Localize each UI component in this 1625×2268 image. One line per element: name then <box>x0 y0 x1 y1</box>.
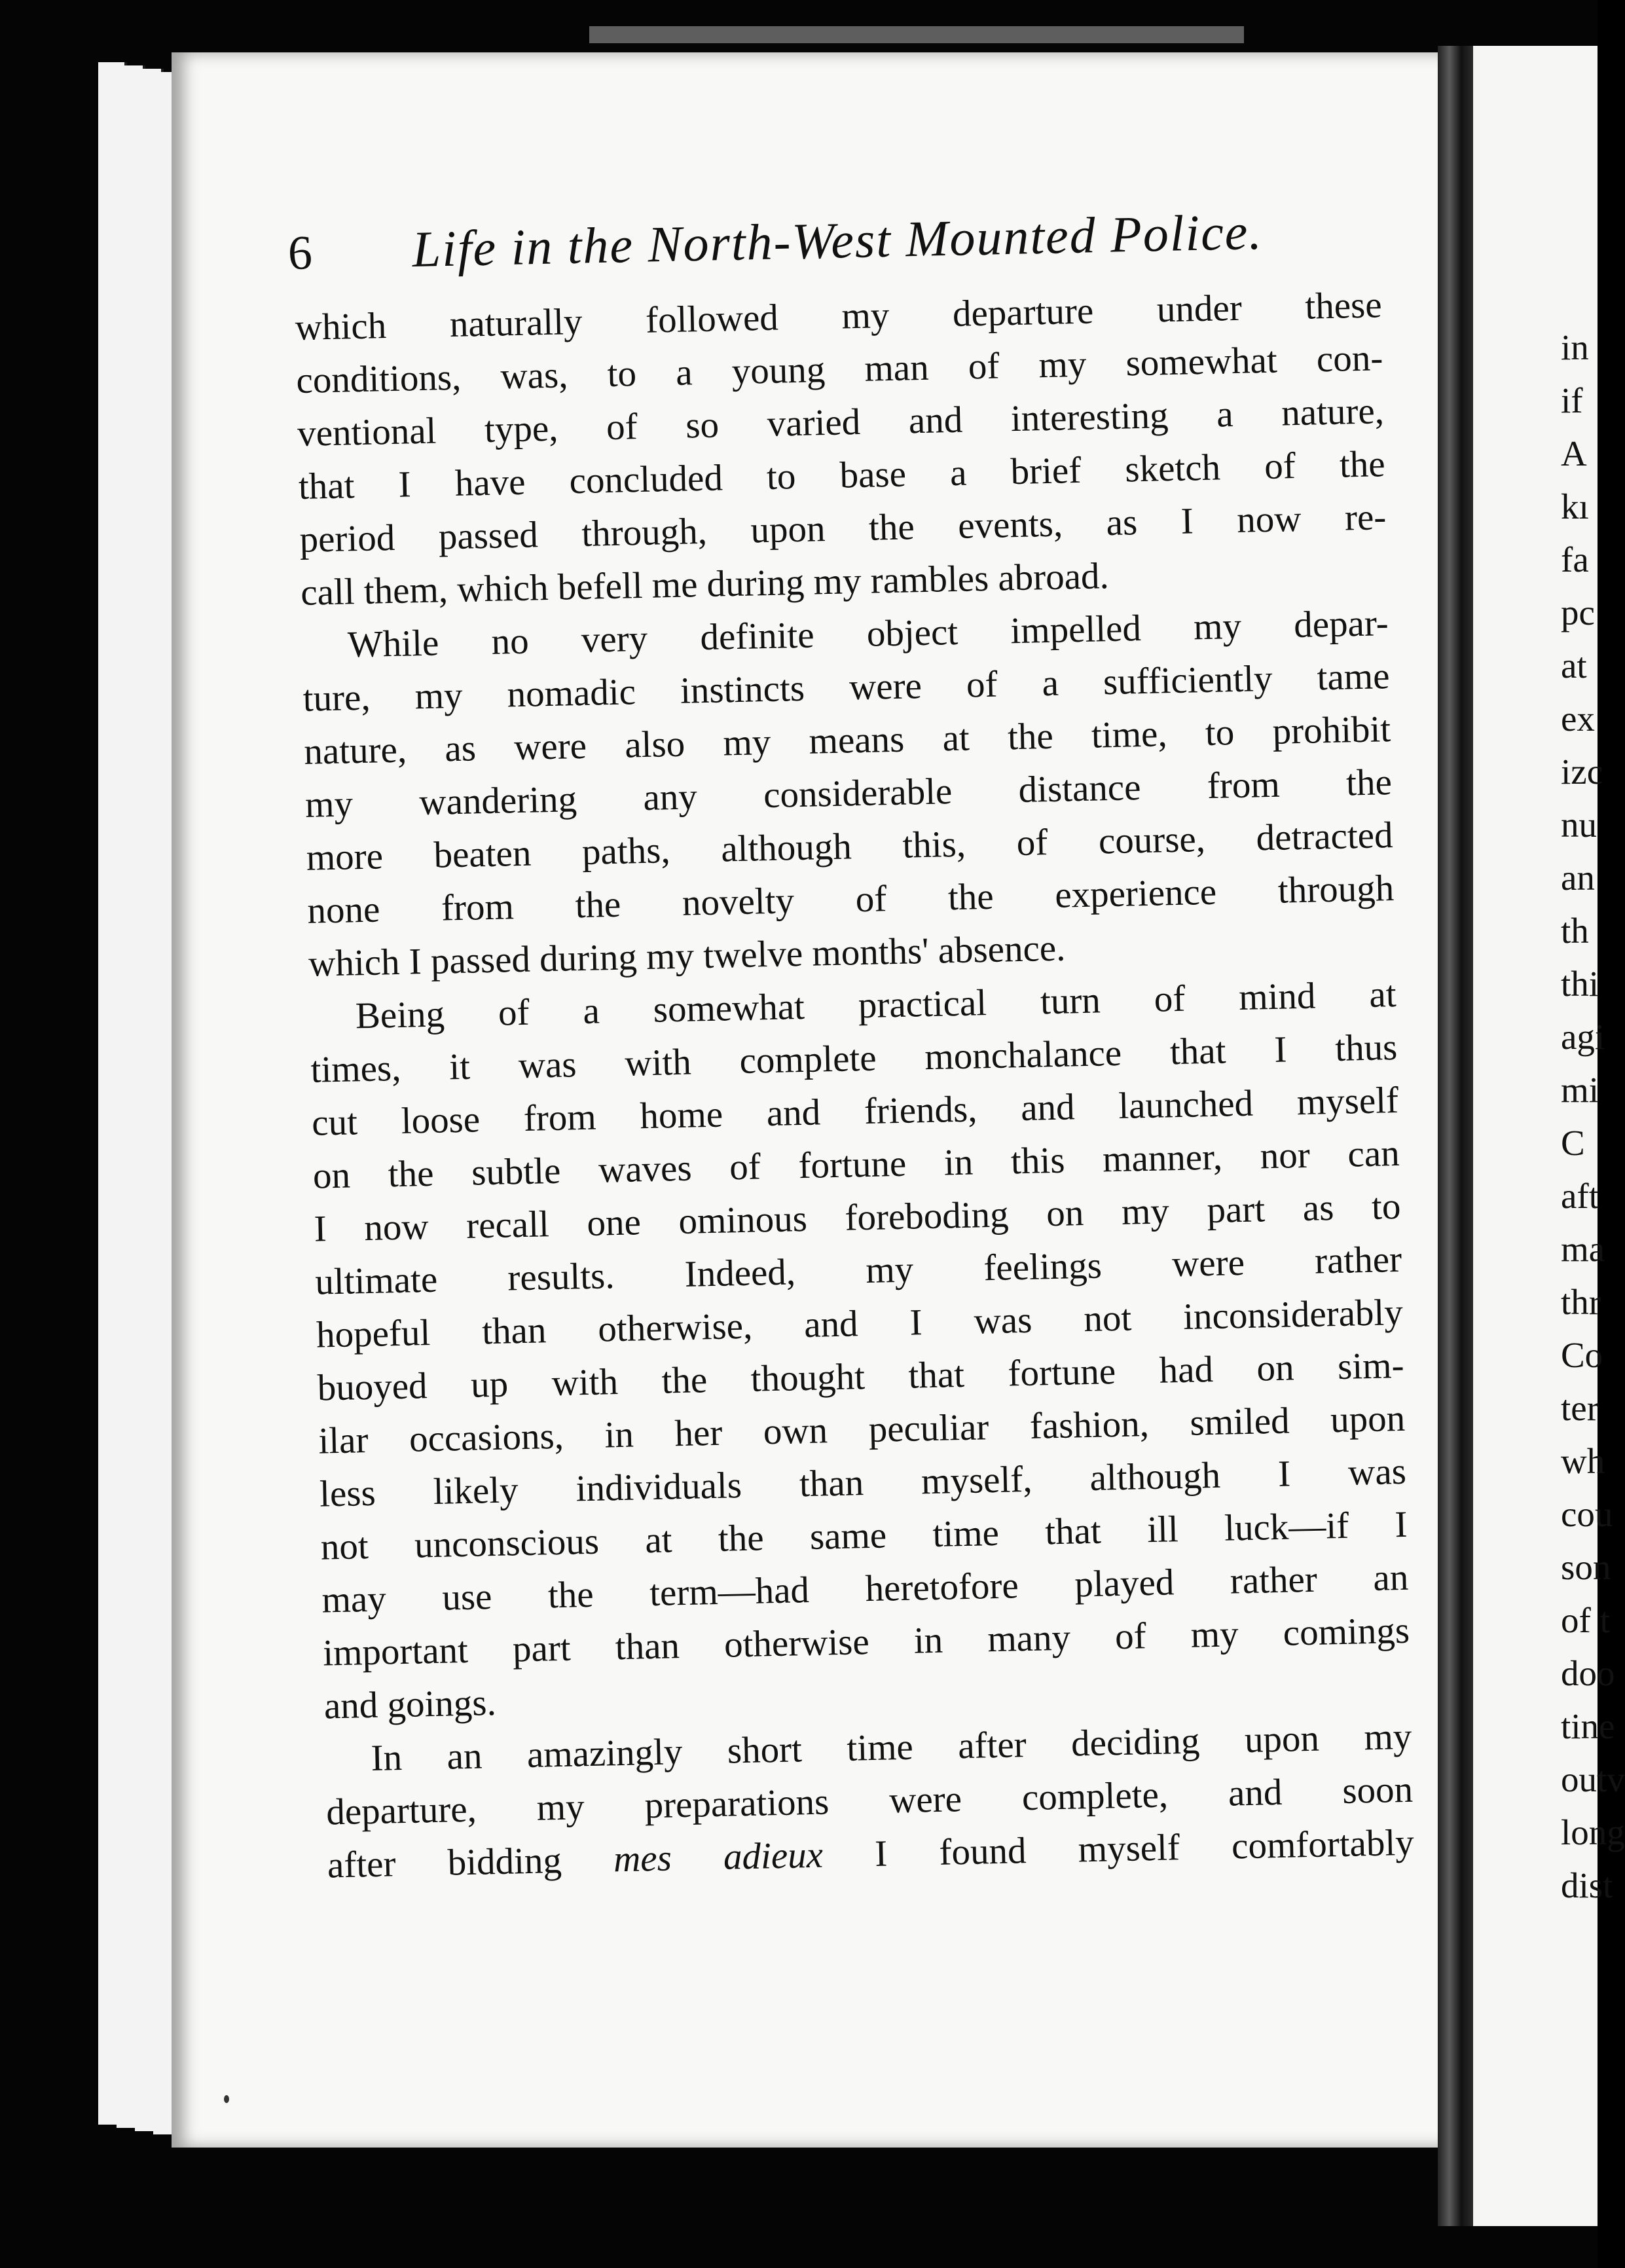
scan-speck <box>224 2095 229 2103</box>
facing-page-fragment: agi <box>1561 1017 1605 1057</box>
text-line: period passed through, upon the events, as I now re- <box>299 496 1387 560</box>
text-line: important part than otherwise in many of my comings <box>322 1609 1410 1674</box>
text-line: none from the novelty of the experience through <box>306 868 1395 932</box>
facing-page-fragment: Co <box>1561 1335 1603 1375</box>
italic-phrase: mes adieux <box>613 1834 824 1880</box>
text-line: not unconscious at the same time that ill luck—if I <box>320 1503 1408 1568</box>
text-line: and goings. <box>323 1682 497 1727</box>
facing-page-fragment: nu <box>1561 805 1597 845</box>
scan-top-edge <box>589 26 1244 43</box>
text-line: While no very definite object impelled my depar- <box>347 602 1389 666</box>
facing-page-fragment: ex <box>1561 699 1595 739</box>
facing-page-fragment: son <box>1561 1547 1611 1587</box>
facing-page-fragment: A <box>1561 433 1587 473</box>
text-line: that I have concluded to base a brief sketch of the <box>298 443 1386 507</box>
text-line: departure, my preparations were complete, and soon <box>325 1768 1414 1833</box>
text-line: may use the term—had heretofore played rather an <box>321 1556 1409 1621</box>
facing-page-fragment: aft <box>1561 1176 1599 1216</box>
text-line: buoyed up with the thought that fortune had on sim- <box>317 1344 1405 1409</box>
text-line: I now recall one ominous foreboding on my part as to <box>314 1185 1401 1250</box>
text-line: In an amazingly short time after deciding upon my <box>370 1715 1412 1780</box>
facing-page-fragment: ma <box>1561 1229 1605 1269</box>
text-line: call them, which befell me during my rambles abroad. <box>300 555 1110 613</box>
text-line: which naturally followed my departure under these <box>295 284 1383 348</box>
facing-page-fragment: fa <box>1561 540 1589 579</box>
text-line: cut loose from home and friends, and launched myself <box>311 1079 1399 1144</box>
facing-page-fragment: izc <box>1561 752 1603 792</box>
facing-page-fragment: an <box>1561 858 1595 898</box>
page-number: 6 <box>287 226 313 280</box>
facing-page-fragment: thr <box>1561 1282 1601 1322</box>
facing-page-fragment: outv <box>1561 1759 1625 1799</box>
facing-page-fragment: kı <box>1561 486 1589 526</box>
text-run: I found myself comfortably <box>822 1821 1415 1876</box>
running-title: Life in the North-West Mounted Police. <box>411 202 1264 278</box>
text-line: Being of a somewhat practical turn of mind at <box>355 974 1397 1037</box>
text-line: less likely individuals than myself, although I was <box>319 1450 1407 1515</box>
facing-page-fragment: mi <box>1561 1070 1599 1110</box>
body-text <box>295 278 1415 1892</box>
text-line: nature, as were also my means at the time, to prohibit <box>303 708 1391 773</box>
facing-page-fragment: in <box>1561 327 1589 367</box>
facing-page-text <box>1561 321 1625 1912</box>
facing-page-fragment: long <box>1561 1812 1625 1852</box>
facing-page-fragment: if <box>1561 380 1583 420</box>
text-line: my wandering any considerable distance from the <box>304 761 1393 826</box>
facing-page-fragment: of t <box>1561 1600 1610 1640</box>
facing-page-fragment: thi <box>1561 964 1599 1004</box>
text-line: on the subtle waves of fortune in this manner, nor can <box>312 1132 1400 1197</box>
text-line: conditions, was, to a young man of my somewhat con- <box>295 337 1383 401</box>
text-line: times, it was with complete monchalance that I thus <box>310 1026 1398 1091</box>
text-line: ture, my nomadic instincts were of a sufficiently tame <box>302 655 1391 720</box>
facing-page-fragment: cou <box>1561 1494 1613 1534</box>
facing-page-fragment: tine <box>1561 1706 1615 1746</box>
text-line: more beaten paths, although this, of course, detracted <box>306 814 1394 879</box>
text-line: hopeful than otherwise, and I was not inconsiderably <box>316 1291 1404 1356</box>
text-line: which I passed during my twelve months' absence. <box>308 927 1066 985</box>
facing-page-fragment: doo <box>1561 1653 1615 1693</box>
facing-page-fragment: C <box>1561 1123 1585 1163</box>
facing-page-fragment: th <box>1561 911 1589 951</box>
text-line: ultimate results. Indeed, my feelings were rather <box>314 1238 1402 1303</box>
book-gutter <box>1438 46 1477 2226</box>
text-run: after bidding <box>327 1838 614 1886</box>
text-line: ilar occasions, in her own peculiar fashion, smiled upon <box>318 1397 1406 1462</box>
text-line: ventional type, of so varied and interesting a nature, <box>297 390 1385 454</box>
facing-page-fragment: pc <box>1561 593 1595 632</box>
facing-page-fragment: ter <box>1561 1388 1599 1428</box>
facing-page-fragment: dist <box>1561 1865 1613 1905</box>
facing-page-fragment: at <box>1561 646 1587 686</box>
facing-page-fragment: wh <box>1561 1441 1605 1481</box>
